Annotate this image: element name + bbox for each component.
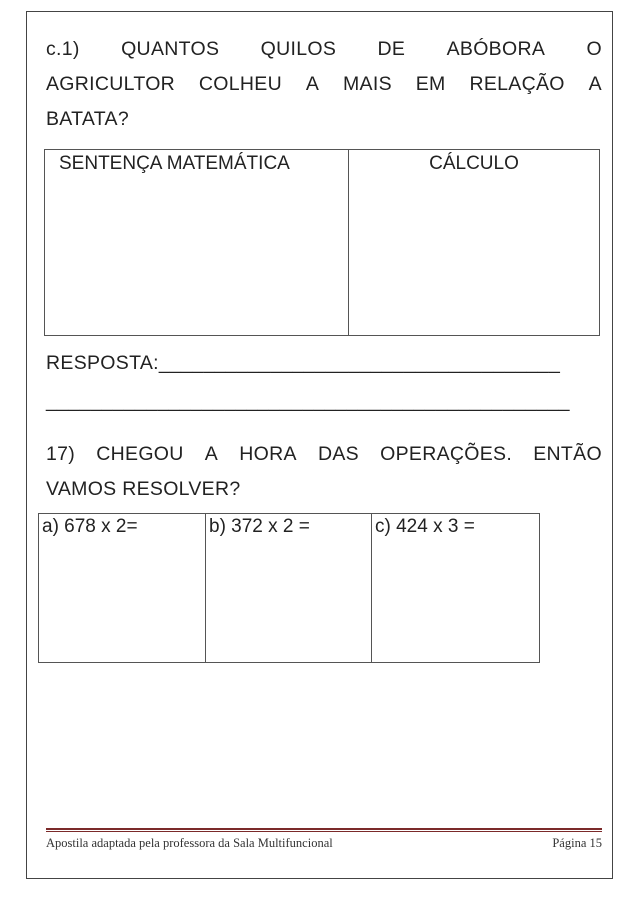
sentence-calculation-table — [44, 149, 600, 336]
question-c1 — [46, 32, 602, 137]
operations-table — [38, 513, 540, 663]
operation-a: a) 678 x 2= — [42, 516, 138, 537]
calculation-header: CÁLCULO — [429, 153, 519, 174]
question-17-line-1: 17) CHEGOU A HORA DAS OPERAÇÕES. ENTÃO — [46, 443, 602, 465]
answer-fill-1: ____________________________________ — [158, 352, 561, 374]
page-number: Página 15 — [552, 836, 602, 850]
question-c1-line-1: c.1) QUANTOS QUILOS DE ABÓBORA O — [46, 38, 602, 60]
answer-block — [46, 346, 602, 419]
question-c1-line-3: BATATA? — [46, 108, 130, 130]
question-17-line-2: VAMOS RESOLVER? — [46, 478, 241, 500]
calculation-cell[interactable] — [349, 150, 600, 336]
math-sentence-header: SENTENÇA MATEMÁTICA — [59, 153, 290, 174]
operation-a-cell[interactable] — [39, 514, 206, 663]
answer-line-2[interactable]: _______________________________________________ — [46, 390, 570, 412]
operation-c-cell[interactable] — [372, 514, 540, 663]
operation-b: b) 372 x 2 = — [209, 516, 310, 537]
operation-b-cell[interactable] — [206, 514, 372, 663]
math-sentence-cell[interactable] — [45, 150, 349, 336]
operation-c: c) 424 x 3 = — [375, 516, 475, 537]
answer-label: RESPOSTA: — [46, 352, 159, 374]
footer-left-text: Apostila adaptada pela professora da Sala Multifuncional — [46, 836, 333, 850]
footer-rule-thin — [46, 831, 602, 832]
footer-rule — [46, 828, 602, 830]
question-c1-line-2: AGRICULTOR COLHEU A MAIS EM RELAÇÃO A — [46, 73, 602, 95]
page-footer — [46, 836, 602, 851]
question-17 — [46, 437, 602, 507]
answer-line-1[interactable] — [46, 346, 602, 381]
